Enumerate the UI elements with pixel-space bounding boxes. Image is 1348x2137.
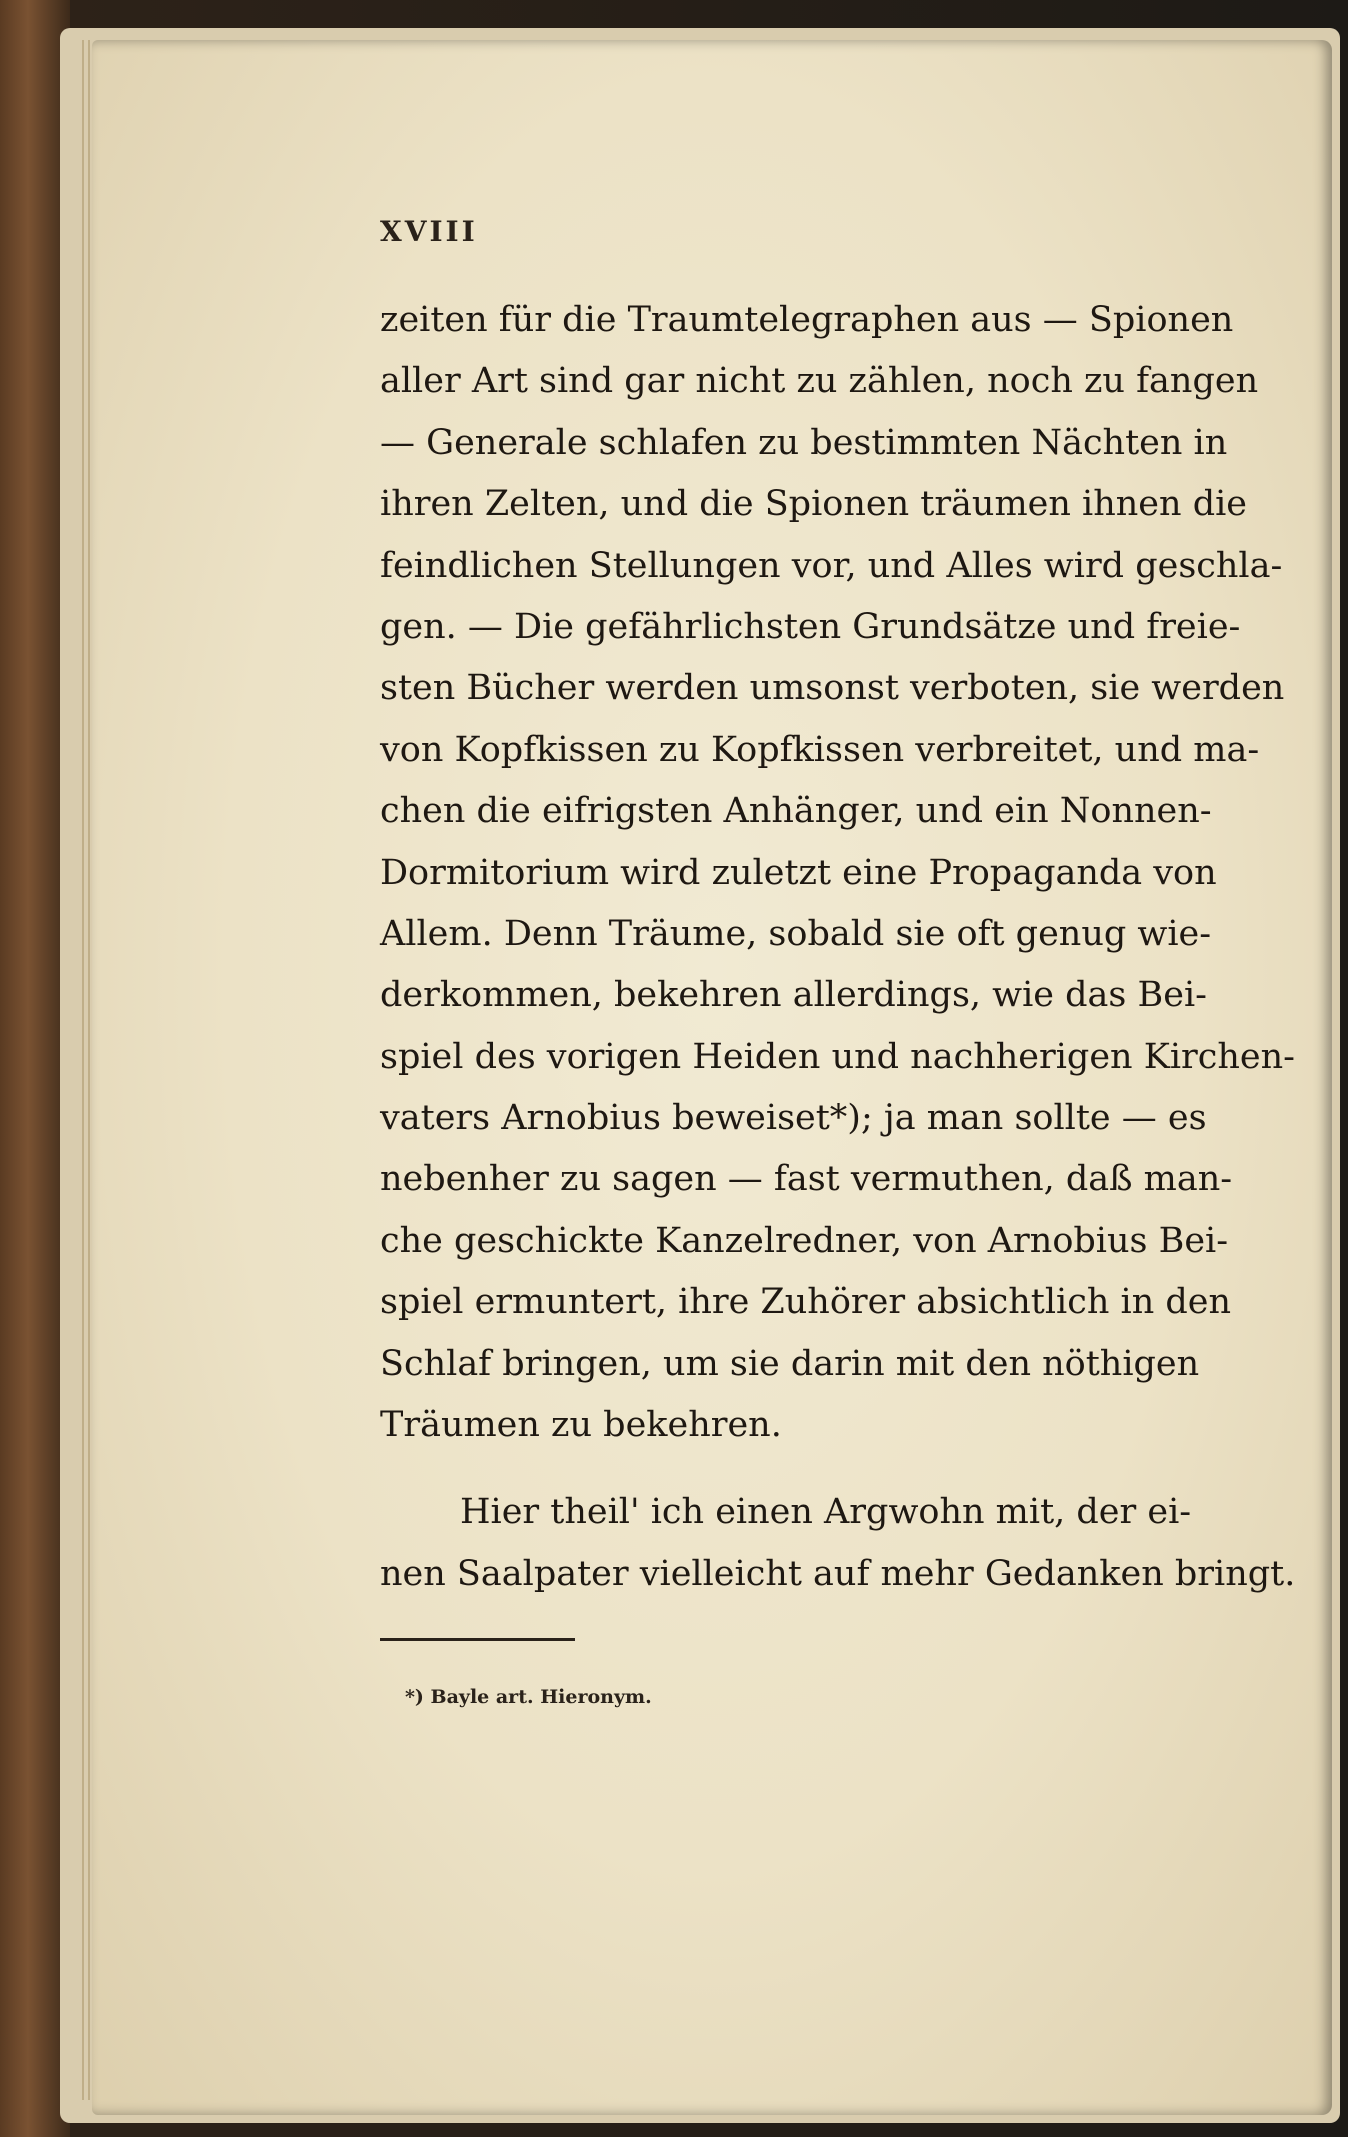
footnote-rule — [380, 1638, 575, 1641]
page-edge-line — [88, 40, 90, 2100]
text-line: Allem. Denn Träume, sobald sie oft genug wie- — [380, 913, 1212, 954]
text-line: vaters Arnobius beweiset*); ja man sollte — es — [380, 1098, 1207, 1139]
page-number: XVIII — [380, 215, 478, 248]
text-line: sten Bücher werden umsonst verboten, sie werden — [380, 668, 1285, 709]
text-line: gen. — Die gefährlichsten Grundsätze und freie- — [380, 606, 1241, 647]
text-line: nebenher zu sagen — fast vermuthen, daß man- — [380, 1159, 1233, 1200]
text-line: Hier theil' ich einen Argwohn mit, der ei- — [460, 1492, 1192, 1533]
text-line: aller Art sind gar nicht zu zählen, noch zu fangen — [380, 361, 1259, 402]
page-edge-line — [82, 40, 84, 2100]
main-text — [380, 290, 1296, 1605]
text-line: Dormitorium wird zuletzt eine Propaganda von — [380, 852, 1217, 893]
text-line: Schlaf bringen, um sie darin mit den nöthigen — [380, 1343, 1200, 1384]
text-line: derkommen, bekehren allerdings, wie das Bei- — [380, 975, 1207, 1016]
text-line: Träumen zu bekehren. — [380, 1405, 782, 1446]
text-line: feindlichen Stellungen vor, und Alles wird geschla- — [380, 545, 1283, 586]
text-line: che geschickte Kanzelredner, von Arnobius Bei- — [380, 1220, 1229, 1261]
text-line: ihren Zelten, und die Spionen träumen ihnen die — [380, 484, 1248, 525]
text-line: von Kopfkissen zu Kopfkissen verbreitet, und ma- — [380, 729, 1260, 770]
text-line: nen Saalpater vielleicht auf mehr Gedanken bringt. — [380, 1553, 1296, 1594]
text-line: spiel des vorigen Heiden und nachherigen Kirchen- — [380, 1036, 1295, 1077]
footnote: *) Bayle art. Hieronym. — [405, 1686, 652, 1708]
text-line: — Generale schlafen zu bestimmten Nächten in — [380, 422, 1228, 463]
text-line: zeiten für die Traumtelegraphen aus — Spionen — [380, 300, 1234, 340]
text-line: chen die eifrigsten Anhänger, und ein Nonnen- — [380, 791, 1212, 832]
text-line: spiel ermuntert, ihre Zuhörer absichtlich in den — [380, 1282, 1232, 1323]
